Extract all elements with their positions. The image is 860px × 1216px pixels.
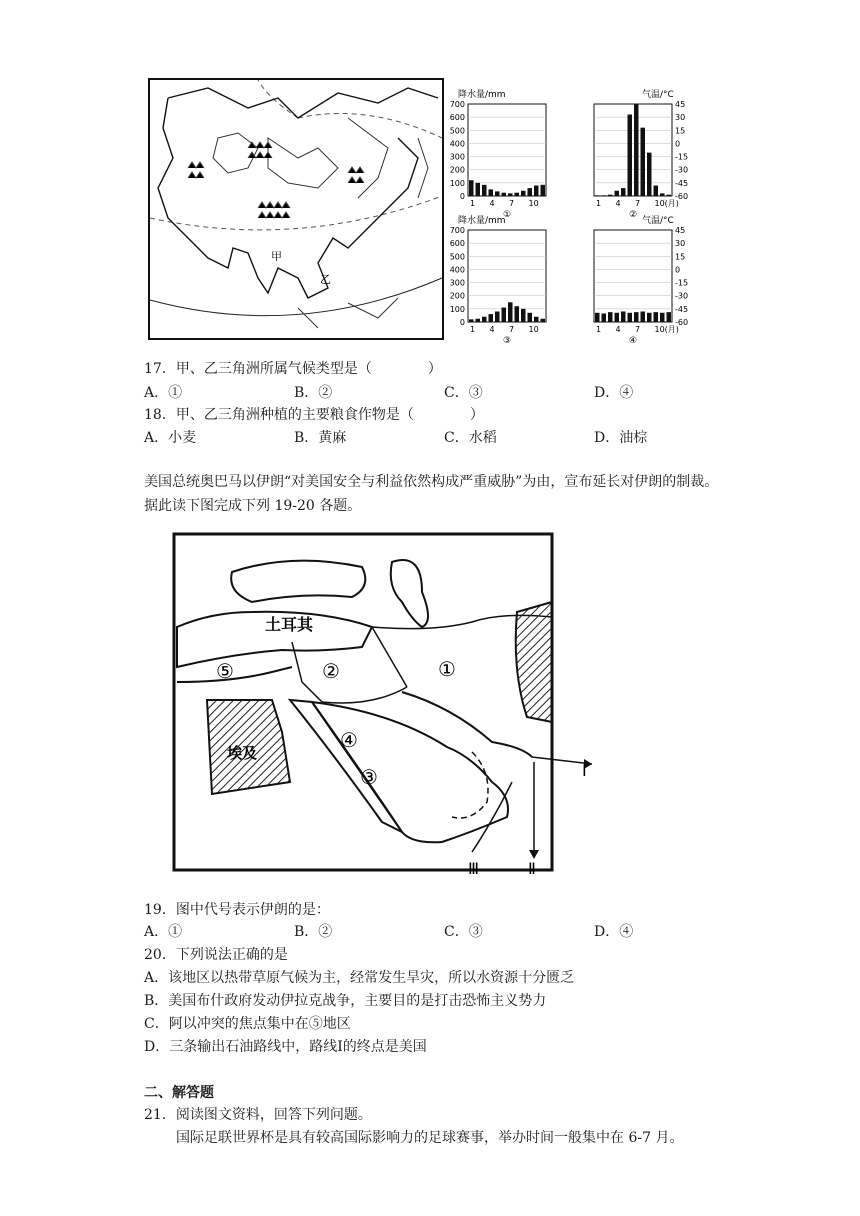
intro-19-20: 美国总统奥巴马以伊朗“对美国安全与利益依然构成严重威胁”为由，宣布延长对伊朗的制裁。据此读下图完成下列 19-20 各题。 <box>144 474 719 514</box>
section2-heading: 二、解答题 <box>144 1085 214 1101</box>
precip-bar <box>534 317 539 322</box>
left-tick-label: 200 <box>450 165 465 175</box>
left-tick-label: 400 <box>450 265 465 275</box>
precip-bar <box>476 319 481 322</box>
month-tick-label: 7 <box>635 325 641 334</box>
right-tick-label: -15 <box>675 278 689 288</box>
precip-bar <box>654 312 659 322</box>
precip-bar <box>502 308 507 322</box>
right-tick-label: 0 <box>675 265 681 275</box>
precip-bar <box>602 195 607 196</box>
chart-frame <box>594 104 672 196</box>
q21-stem: 21．阅读图文资料，回答下列问题。 <box>144 1107 372 1123</box>
place-jia-label: 甲 <box>271 250 282 263</box>
precip-bar <box>515 193 520 196</box>
precip-bar <box>660 313 665 322</box>
precip-bar <box>528 188 533 196</box>
month-tick-label: 7 <box>509 199 515 208</box>
q19-stem: 19．图中代号表示伊朗的是： <box>144 902 330 918</box>
q18-option-c[interactable]: C．水稻 <box>444 430 497 446</box>
q20-option-c[interactable]: C．阿以冲突的焦点集中在⑤地区 <box>144 1016 351 1032</box>
q20-option-d[interactable]: D．三条输出石油路线中，路线Ⅰ的终点是美国 <box>144 1039 427 1055</box>
right-tick-label: -60 <box>675 192 689 201</box>
month-tick-label: 7 <box>635 199 641 208</box>
precip-bar <box>515 306 520 322</box>
precip-bar <box>541 185 546 196</box>
left-axis-label: 降水量/mm <box>458 216 506 226</box>
left-tick-label: 500 <box>450 126 465 136</box>
climate-chart-4 <box>594 214 688 346</box>
chart-id-label: ② <box>629 210 638 220</box>
month-tick-label: 4 <box>489 199 495 208</box>
month-tick-label: 10 <box>528 199 539 208</box>
precip-bar <box>495 191 500 196</box>
precip-bar <box>521 191 526 196</box>
precip-bar <box>528 313 533 322</box>
q19-option-c[interactable]: C．③ <box>444 924 483 940</box>
precip-bar <box>469 319 474 322</box>
map-label-4: ④ <box>340 728 358 752</box>
precip-bar <box>615 191 620 196</box>
right-tick-label: -45 <box>675 178 689 188</box>
map-label-2: ② <box>322 659 340 683</box>
month-tick-label: 1 <box>470 325 476 334</box>
left-tick-label: 100 <box>450 178 465 188</box>
q19-option-a[interactable]: A．① <box>144 924 183 940</box>
precip-bar <box>628 115 633 196</box>
climate-chart-2 <box>594 88 688 220</box>
q18-stem: 18．甲、乙三角洲种植的主要粮食作物是（ ） <box>144 407 484 423</box>
precip-bar <box>634 312 639 322</box>
precip-bar <box>595 195 600 196</box>
left-tick-label: 600 <box>450 239 465 249</box>
climate-charts <box>450 84 700 360</box>
left-tick-label: 300 <box>450 278 465 288</box>
precip-bar <box>508 193 513 196</box>
route-label-3: Ⅲ <box>468 859 480 878</box>
q19-option-d[interactable]: D．④ <box>594 924 634 940</box>
precip-bar <box>508 302 513 322</box>
precip-bar <box>647 153 652 196</box>
precip-bar <box>489 314 494 322</box>
precip-bar <box>608 195 613 196</box>
precip-bar <box>476 183 481 196</box>
q20-stem: 20．下列说法正确的是 <box>144 947 288 963</box>
month-tick-label: 1 <box>596 325 602 334</box>
map-label-5: ⑤ <box>216 659 234 683</box>
q18-option-b[interactable]: B．黄麻 <box>294 430 347 446</box>
right-tick-label: 45 <box>675 100 686 109</box>
q17-option-d[interactable]: D．④ <box>594 385 634 401</box>
right-tick-label: 15 <box>675 252 686 262</box>
chart-id-label: ① <box>503 210 512 220</box>
precip-bar <box>615 313 620 322</box>
right-tick-label: -60 <box>675 318 689 327</box>
precip-bar <box>602 313 607 322</box>
left-tick-label: 600 <box>450 113 465 123</box>
precip-bar <box>482 185 487 196</box>
left-tick-label: 700 <box>450 100 465 109</box>
asia-map <box>148 78 444 340</box>
q21-paragraph: 国际足联世界杯是具有较高国际影响力的足球赛事，举办时间一般集中在 6-7 月。 <box>176 1130 684 1146</box>
left-tick-label: 0 <box>459 318 465 327</box>
q18-option-a[interactable]: A．小麦 <box>144 430 197 446</box>
precip-bar <box>641 128 646 196</box>
month-tick-label: 10(月) <box>654 199 679 208</box>
precip-bar <box>534 185 539 196</box>
precip-bar <box>654 185 659 196</box>
middle-east-map <box>172 532 596 880</box>
right-tick-label: 0 <box>675 139 681 149</box>
left-tick-label: 500 <box>450 252 465 262</box>
precip-bar <box>521 309 526 322</box>
map-label-3: ③ <box>360 765 378 789</box>
left-tick-label: 100 <box>450 304 465 314</box>
precip-bar <box>541 319 546 322</box>
month-tick-label: 1 <box>470 199 476 208</box>
chart-frame <box>468 104 546 196</box>
month-tick-label: 1 <box>596 199 602 208</box>
left-tick-label: 300 <box>450 152 465 162</box>
precip-bar <box>495 311 500 322</box>
precip-bar <box>628 313 633 322</box>
right-axis-label: 气温/°C <box>642 216 674 226</box>
left-tick-label: 700 <box>450 226 465 235</box>
left-tick-label: 400 <box>450 139 465 149</box>
precip-bar <box>641 311 646 322</box>
map-label-1: ① <box>438 657 456 681</box>
precip-bar <box>621 188 626 196</box>
climate-chart-3 <box>450 214 546 346</box>
right-axis-label: 气温/°C <box>642 90 674 100</box>
precip-bar <box>469 180 474 196</box>
precip-bar <box>647 313 652 322</box>
q17-option-c[interactable]: C．③ <box>444 385 483 401</box>
route-label-2: Ⅱ <box>528 859 536 878</box>
chart-id-label: ④ <box>629 336 638 346</box>
route-label-1: Ⅰ <box>582 761 587 780</box>
left-tick-label: 0 <box>459 192 465 201</box>
q18-option-d[interactable]: D．油棕 <box>594 430 648 446</box>
precip-bar <box>667 195 672 196</box>
climate-chart-1 <box>450 88 546 220</box>
chart-frame <box>594 230 672 322</box>
q17-stem: 17．甲、乙三角洲所属气候类型是（ ） <box>144 361 442 377</box>
right-tick-label: -30 <box>675 291 689 301</box>
map-label-egypt: 埃及 <box>227 744 258 762</box>
month-tick-label: 4 <box>615 199 621 208</box>
right-tick-label: 45 <box>675 226 686 235</box>
precip-bar <box>621 311 626 322</box>
precip-bar <box>634 104 639 196</box>
q17-option-b[interactable]: B．② <box>294 385 333 401</box>
map-label-turkey: 土耳其 <box>265 615 314 634</box>
q17-option-a[interactable]: A．① <box>144 385 183 401</box>
precip-bar <box>482 317 487 322</box>
right-tick-label: -45 <box>675 304 689 314</box>
precip-bar <box>660 193 665 196</box>
precip-bar <box>608 312 613 322</box>
right-tick-label: -15 <box>675 152 689 162</box>
right-tick-label: 30 <box>675 113 686 123</box>
place-yi-label: 乙 <box>320 273 331 286</box>
precip-bar <box>489 189 494 196</box>
precip-bar <box>595 313 600 322</box>
month-tick-label: 7 <box>509 325 515 334</box>
q19-option-b[interactable]: B．② <box>294 924 333 940</box>
month-tick-label: 10(月) <box>654 325 679 334</box>
month-tick-label: 4 <box>489 325 495 334</box>
month-tick-label: 10 <box>528 325 539 334</box>
chart-frame <box>468 230 546 322</box>
precip-bar <box>667 312 672 322</box>
right-tick-label: 15 <box>675 126 686 136</box>
chart-id-label: ③ <box>503 336 512 346</box>
q20-option-a[interactable]: A．该地区以热带草原气候为主，经常发生旱灾，所以水资源十分匮乏 <box>144 970 575 986</box>
left-axis-label: 降水量/mm <box>458 90 506 100</box>
month-tick-label: 4 <box>615 325 621 334</box>
right-tick-label: -30 <box>675 165 689 175</box>
left-tick-label: 200 <box>450 291 465 301</box>
right-tick-label: 30 <box>675 239 686 249</box>
q20-option-b[interactable]: B．美国布什政府发动伊拉克战争，主要目的是打击恐怖主义势力 <box>144 993 547 1009</box>
precip-bar <box>502 193 507 196</box>
